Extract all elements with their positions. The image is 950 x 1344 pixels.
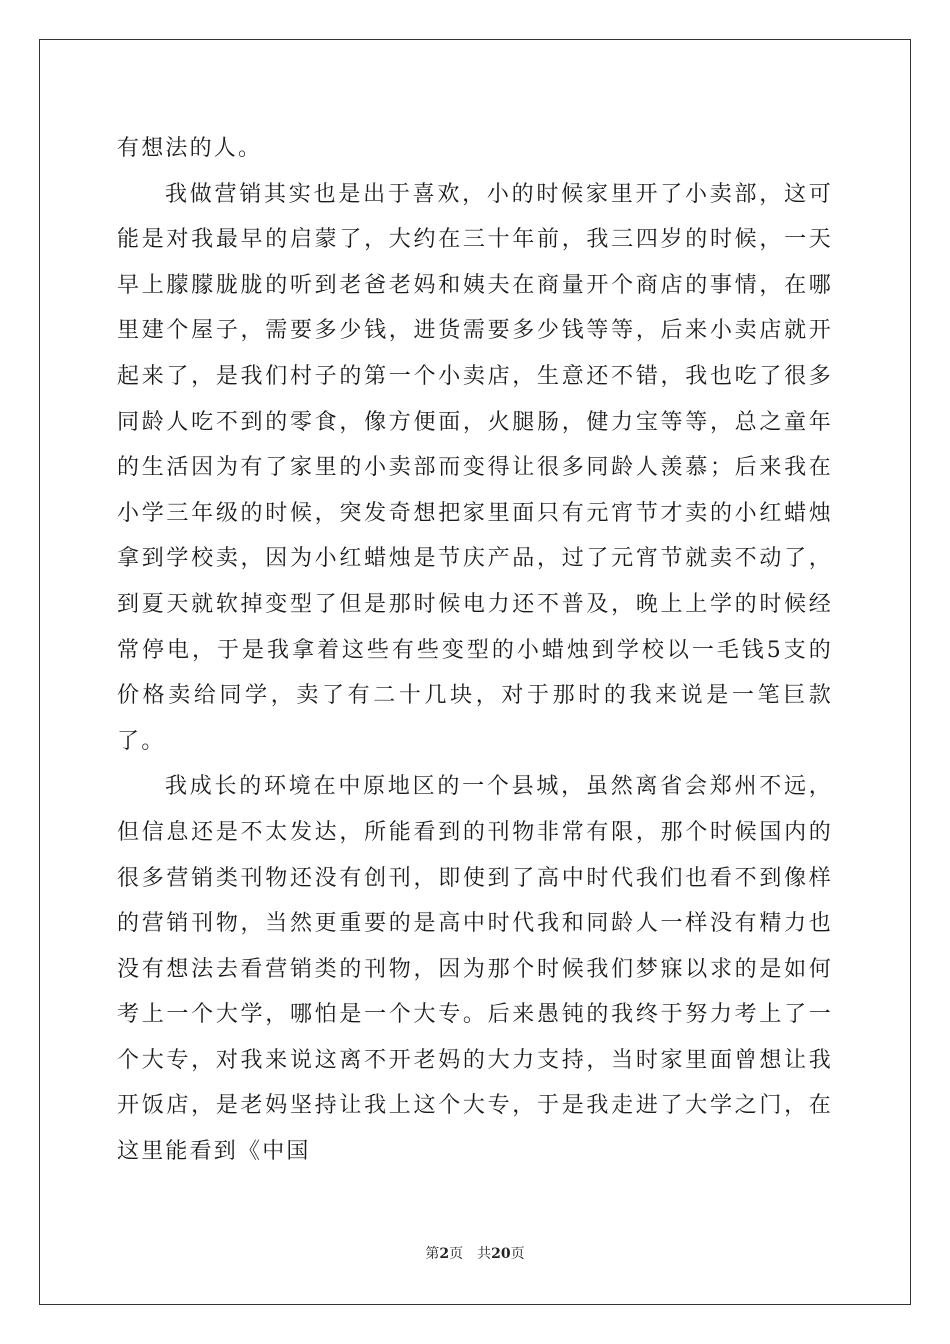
total-pages: 20	[491, 1246, 511, 1262]
paragraph-3: 我成长的环境在中原地区的一个县城，虽然离省会郑州不远，但信息还是不太发达，所能看到的刊物非常有限，那个时候国内的很多营销类刊物还没有创刊，即使到了高中时代我们也看不到像样的营销刊物，当然更重要的是高中时代我和同龄人一样没有精力也没有想法去看营销类的刊物，因为那个时候我们梦寐以求的是如何考上一个大学，哪怕是一个大专。后来愚钝的我终于努力考上了一个大专，对我来说这离不开老妈的大力支持，当时家里面曾想让我开饭店，是老妈坚持让我上这个大专，于是我走进了大学之门，在这里能看到《中国	[117, 774, 833, 1165]
document-body	[117, 126, 833, 1175]
paragraph-1: 有想法的人。	[117, 136, 263, 161]
page-number: 2	[439, 1246, 450, 1262]
total-prefix: 共	[477, 1246, 492, 1262]
page-prefix: 第	[425, 1246, 440, 1262]
page-footer	[0, 1244, 950, 1264]
paragraph-2: 我做营销其实也是出于喜欢，小的时候家里开了小卖部，这可能是对我最早的启蒙了，大约在三十年前，我三四岁的时候，一天早上朦朦胧胧的听到老爸老妈和姨夫在商量开个商店的事情，在哪里建个屋子，需要多少钱，进货需要多少钱等等，后来小卖店就开起来了，是我们村子的第一个小卖店，生意还不错，我也吃了很多同龄人吃不到的零食，像方便面，火腿肠，健力宝等等，总之童年的生活因为有了家里的小卖部而变得让很多同龄人羡慕；后来我在小学三年级的时候，突发奇想把家里面只有元宵节才卖的小红蜡烛拿到学校卖，因为小红蜡烛是节庆产品，过了元宵节就卖不动了，到夏天就软掉变型了但是那时候电力还不普及，晚上上学的时候经常停电，于是我拿着这些有些变型的小蜡烛到学校以一毛钱5支的价格卖给同学，卖了有二十几块，对于那时的我来说是一笔巨款了。	[117, 181, 833, 754]
page-unit: 页	[449, 1246, 464, 1262]
total-unit: 页	[510, 1246, 525, 1262]
